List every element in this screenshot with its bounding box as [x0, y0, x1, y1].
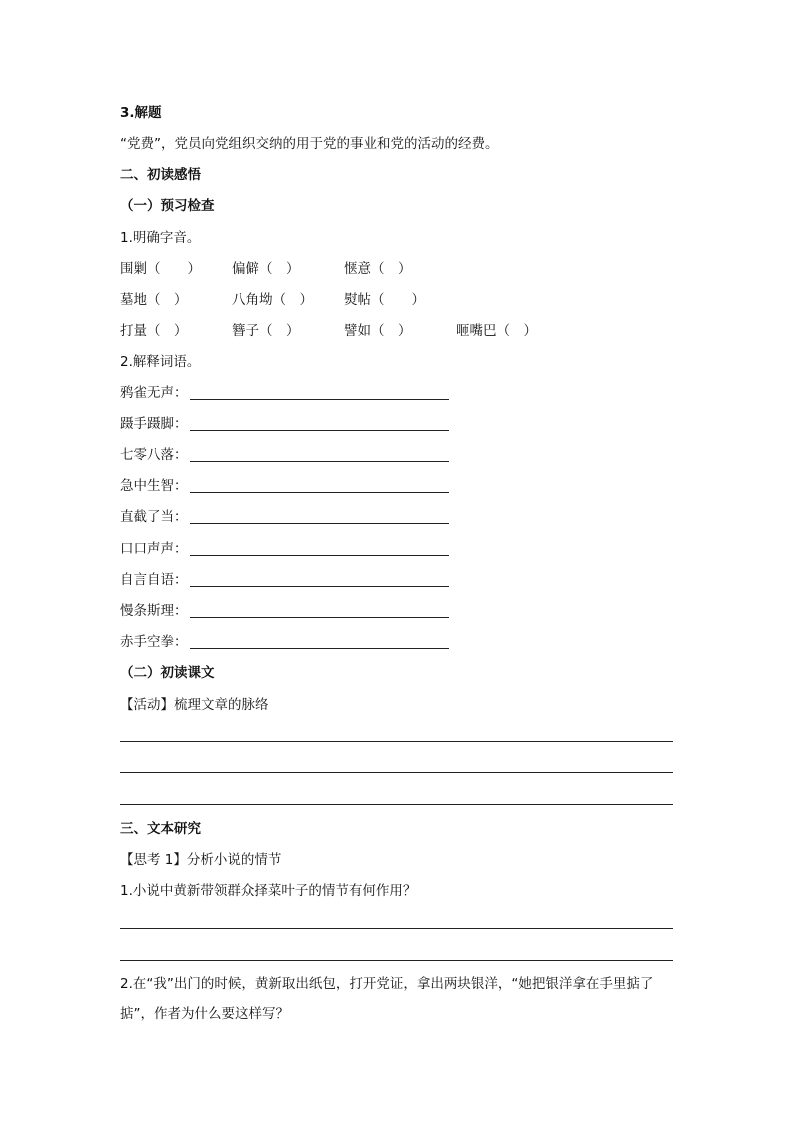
answer-line[interactable]: [120, 741, 673, 742]
answer-line[interactable]: [190, 648, 449, 649]
answer-line[interactable]: [120, 928, 673, 929]
vocab-term: 七零八落：: [120, 447, 188, 463]
section3-title: 3.解题: [120, 105, 162, 121]
vocab-term: 急中生智：: [120, 478, 188, 494]
answer-line[interactable]: [190, 492, 449, 493]
pinyin-item: 八角坳（ ）: [232, 292, 313, 308]
answer-line[interactable]: [190, 617, 449, 618]
vocab-term: 蹑手蹑脚：: [120, 416, 188, 432]
pinyin-item: 簪子（ ）: [232, 323, 300, 339]
answer-line[interactable]: [190, 523, 449, 524]
activity-label: 【活动】梳理文章的脉络: [120, 697, 269, 713]
vocab-term: 鸦雀无声：: [120, 385, 188, 401]
part2-title: 二、初读感悟: [120, 167, 201, 183]
pinyin-item: 咂嘴巴（ ）: [456, 323, 537, 339]
q1-label: 1.明确字音。: [120, 230, 201, 246]
question-1: 1.小说中黄新带领群众择菜叶子的情节有何作用？: [120, 883, 417, 899]
vocab-term: 口口声声：: [120, 541, 188, 557]
answer-line[interactable]: [190, 555, 449, 556]
pinyin-item: 偏僻（ ）: [232, 261, 300, 277]
sub1-title: （一）预习检查: [120, 198, 215, 214]
answer-line[interactable]: [120, 772, 673, 773]
pinyin-item: 惬意（ ）: [344, 261, 412, 277]
answer-line[interactable]: [120, 804, 673, 805]
vocab-term: 直截了当：: [120, 509, 188, 525]
question-2: 2.在“我”出门的时候，黄新取出纸包，打开党证，拿出两块银洋，“她把银洋拿在手里掂了掂”，作者为什么要这样写？: [120, 976, 654, 1022]
vocab-term: 赤手空拳：: [120, 634, 188, 650]
vocab-term: 慢条斯理：: [120, 603, 188, 619]
think1-label: 【思考 1】分析小说的情节: [120, 852, 282, 868]
q2-label: 2.解释词语。: [120, 354, 201, 370]
section3-text: “党费”，党员向党组织交纳的用于党的事业和党的活动的经费。: [120, 136, 499, 152]
answer-line[interactable]: [190, 430, 449, 431]
sub2-title: （二）初读课文: [120, 665, 215, 681]
pinyin-item: 熨帖（ ）: [344, 292, 425, 308]
pinyin-item: 譬如（ ）: [344, 323, 412, 339]
vocab-term: 自言自语：: [120, 572, 188, 588]
answer-line[interactable]: [120, 960, 673, 961]
pinyin-item: 围剿（ ）: [120, 261, 201, 277]
answer-line[interactable]: [190, 399, 449, 400]
answer-line[interactable]: [190, 461, 449, 462]
pinyin-item: 打量（ ）: [120, 323, 188, 339]
pinyin-item: 墓地（ ）: [120, 292, 188, 308]
answer-line[interactable]: [190, 586, 449, 587]
part3-title: 三、文本研究: [120, 821, 201, 837]
